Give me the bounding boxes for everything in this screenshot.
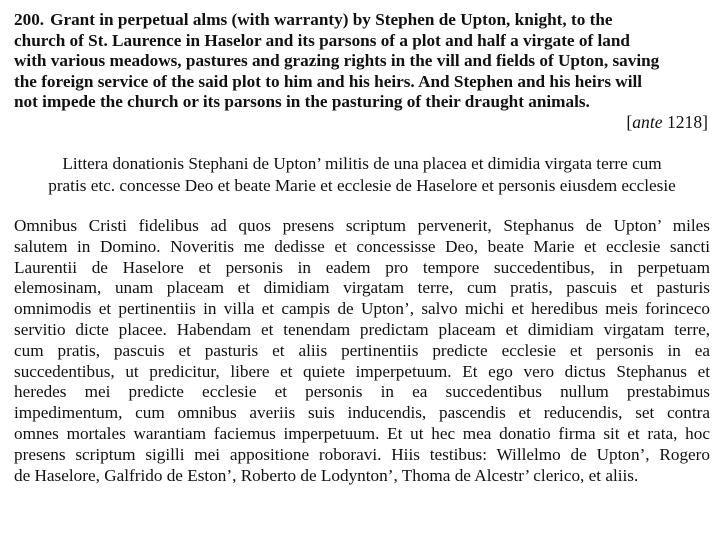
abstract-line: church of St. Laurence in Haselor and its parsons of a plot and half a virgate of land — [14, 30, 630, 50]
rubric — [14, 153, 710, 197]
charter-line: presens scriptum sigilli mei appositione roboravi. Hiis testibus: Willelmo de Upton’, Rogero — [14, 444, 710, 464]
date-open-bracket: [ — [626, 111, 633, 132]
charter-line: impedimentum, cum omnibus averiis suis inducendis, pascendis et reducendis, set contra — [14, 403, 710, 423]
charter-line: succedentibus, ut predicitur, libere et quiete imperpetuum. Et ego vero dictus Stephanus et — [14, 361, 710, 381]
abstract-line: not impede the church or its parsons in the pasturing of their draught animals. — [14, 92, 590, 112]
charter-line: omnes mortales warantiam faciemus imperpetuum. Et ut hec mea donatio firma sit et rata, hoc — [14, 423, 710, 443]
charter-line: cum pratis, pascuis et pasturis et aliis pertinentiis predicte ecclesie et personis in ea — [14, 340, 710, 360]
charter-line: Laurentii de Haselore et personis in eadem pro tempore succedentibus, in perpetuam — [14, 257, 710, 277]
charter-line: elemosinam, unam placeam et dimidiam virgatam terre, cum pratis, pascuis et pasturis — [14, 278, 710, 298]
entry-abstract — [14, 10, 710, 113]
charter-line: omnimodis et pertinentiis in villa et campis de Upton’, salvo michi et heredibus meis forinceco — [14, 299, 710, 319]
abstract-line-text: Grant in perpetual alms (with warranty) by Stephen de Upton, knight, to the — [50, 10, 613, 29]
abstract-line: with various meadows, pastures and grazing rights in the vill and fields of Upton, saving — [14, 51, 660, 71]
abstract-line: the foreign service of the said plot to him and his heirs. And Stephen and his heirs will — [14, 71, 643, 91]
charter-line: heredes mei predicte ecclesie et personis in ea succedentibus nullum prestabimus — [14, 382, 710, 402]
rubric-line: pratis etc. concesse Deo et beate Marie et ecclesie de Haselore et personis eiusdem ecclesie — [48, 175, 676, 195]
charter-line: Omnibus Cristi fidelibus ad quos presens scriptum pervenerit, Stephanus de Upton’ miles — [14, 215, 710, 235]
date-ante: ante — [632, 111, 663, 132]
rubric-line: Littera donationis Stephani de Upton’ militis de una placea et dimidia virgata terre cum — [62, 153, 662, 173]
charter-line: servitio dicte placee. Habendam et tenendam predictam placeam et dimidiam virgatam terre, — [14, 319, 710, 339]
abstract-line — [14, 10, 710, 31]
date-year: 1218] — [662, 111, 708, 132]
charter-line: salutem in Domino. Noveritis me dedisse et concessisse Deo, beate Marie et ecclesie sancti — [14, 236, 710, 256]
entry-number: 200. — [14, 10, 45, 29]
charter-text — [14, 216, 710, 486]
charter-line: de Haselore, Galfrido de Eston’, Roberto de Lodynton’, Thoma de Alcestr’ clerico, et aliis. — [14, 465, 639, 485]
entry-date — [14, 112, 708, 132]
